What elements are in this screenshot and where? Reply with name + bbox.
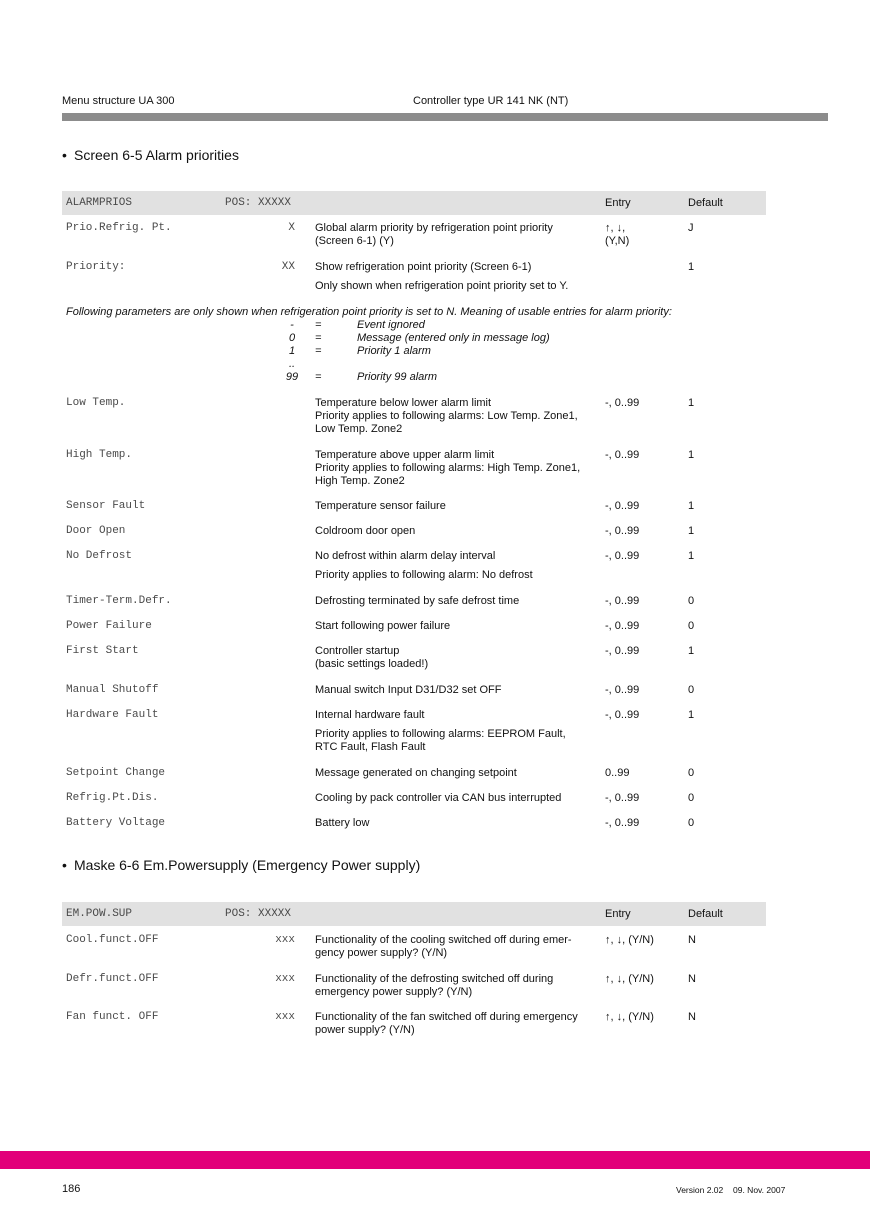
table-row (0, 973, 870, 998)
section-title-alarm-priorities (62, 147, 239, 164)
param-name: No Defrost (66, 550, 133, 562)
description-line: High Temp. Zone2 (315, 475, 405, 487)
description-line: Functionality of the cooling switched off during emer- (315, 934, 572, 946)
param-entry: -, 0..99 (605, 817, 640, 829)
legend-equals: = (315, 371, 322, 383)
param-default: 1 (688, 449, 695, 461)
table-row (0, 550, 870, 581)
param-default: 0 (688, 817, 695, 829)
param-pos: XX (281, 261, 295, 273)
param-name: Manual Shutoff (66, 684, 159, 696)
param-description (315, 222, 553, 248)
param-pos: X (288, 222, 295, 234)
param-description (315, 397, 578, 436)
legend-item (0, 345, 870, 358)
param-entry: -, 0..99 (605, 709, 640, 721)
param-name: Setpoint Change (66, 767, 166, 779)
param-description (315, 595, 519, 608)
table-row (0, 709, 870, 753)
table-row (0, 934, 870, 959)
description-line: Priority applies to following alarms: High Temp. Zone1, (315, 462, 581, 474)
description-line: power supply? (Y/N) (315, 1024, 415, 1036)
legend-item (0, 332, 870, 345)
param-name: Power Failure (66, 620, 152, 632)
param-name: Door Open (66, 525, 126, 537)
description-line: Cooling by pack controller via CAN bus interrupted (315, 792, 562, 804)
param-description (315, 525, 415, 538)
param-name: Cool.funct.OFF (66, 934, 159, 946)
description-line: Temperature below lower alarm limit (315, 397, 492, 409)
description-line: Priority applies to following alarms: Low Temp. Zone1, (315, 410, 578, 422)
param-name: Refrig.Pt.Dis. (66, 792, 159, 804)
table-row (0, 620, 870, 633)
param-description (315, 261, 568, 293)
param-entry: -, 0..99 (605, 525, 640, 537)
param-description (315, 645, 428, 671)
param-default: 1 (688, 645, 695, 657)
param-name: First Start (66, 645, 139, 657)
table-row (0, 222, 870, 247)
param-default: 0 (688, 767, 695, 779)
table-row (0, 595, 870, 608)
param-description (315, 709, 566, 754)
param-name: Priority: (66, 261, 126, 273)
table-row (0, 525, 870, 538)
bullet: • (62, 147, 67, 163)
param-description (315, 550, 533, 582)
legend-symbol: .. (288, 358, 296, 370)
param-default: 1 (688, 500, 695, 512)
legend-text: Message (entered only in message log) (357, 332, 550, 344)
param-entry: -, 0..99 (605, 684, 640, 696)
description-line: Defrosting terminated by safe defrost time (315, 595, 520, 607)
param-entry: -, 0..99 (605, 449, 640, 461)
param-description (315, 817, 369, 830)
table-row (0, 449, 870, 487)
param-name: Prio.Refrig. Pt. (66, 222, 172, 234)
legend-item (0, 371, 870, 384)
header-document-title: Menu structure UA 300 (62, 95, 175, 107)
table-row (0, 500, 870, 513)
param-default: N (688, 973, 696, 985)
param-entry: -, 0..99 (605, 595, 640, 607)
legend-item (0, 319, 870, 332)
description-line: Temperature above upper alarm limit (315, 449, 495, 461)
description-line: Start following power failure (315, 620, 451, 632)
legend-equals: = (315, 332, 322, 344)
page-number: 186 (62, 1183, 81, 1195)
param-default: 0 (688, 684, 695, 696)
param-name: Hardware Fault (66, 709, 159, 721)
param-default: 0 (688, 595, 695, 607)
table-header-pos: POS: XXXXX (225, 908, 292, 920)
table-header-default: Default (688, 908, 723, 920)
param-name: Timer-Term.Defr. (66, 595, 172, 607)
param-default: 0 (688, 620, 695, 632)
description-line: Coldroom door open (315, 525, 416, 537)
entry-line: (Y,N) (605, 235, 630, 247)
section-title-text: Maske 6-6 Em.Powersupply (Emergency Power supply) (74, 857, 421, 873)
description-note: Priority applies to following alarm: No defrost (315, 569, 533, 581)
description-line: gency power supply? (Y/N) (315, 947, 448, 959)
param-name: Battery Voltage (66, 817, 166, 829)
param-entry: -, 0..99 (605, 792, 640, 804)
param-entry: -, 0..99 (605, 645, 640, 657)
description-line: Functionality of the defrosting switched off during (315, 973, 554, 985)
table-header-entry: Entry (605, 908, 631, 920)
table-row (0, 1011, 870, 1036)
footer-version: Version 2.02 (676, 1185, 724, 1195)
legend-symbol: - (290, 319, 294, 331)
param-description (315, 934, 572, 960)
param-default: 1 (688, 261, 695, 273)
legend-symbol: 0 (288, 332, 296, 344)
description-line: Low Temp. Zone2 (315, 423, 403, 435)
description-line: Show refrigeration point priority (Screen 6-1) (315, 261, 532, 273)
legend-symbol: 1 (288, 345, 296, 357)
param-entry: ↑, ↓, (Y/N) (605, 973, 654, 985)
header-rule (62, 113, 828, 121)
section-title-text: Screen 6-5 Alarm priorities (74, 147, 239, 163)
table-header-default: Default (688, 197, 723, 209)
param-description (315, 620, 450, 633)
param-entry: -, 0..99 (605, 550, 640, 562)
table-row (0, 645, 870, 670)
param-default: 1 (688, 709, 695, 721)
entry-line: ↑, ↓, (605, 222, 626, 234)
table-row (0, 397, 870, 435)
description-line: Manual switch Input D31/D32 set OFF (315, 684, 502, 696)
table-header-name: ALARMPRIOS (66, 197, 133, 209)
description-line: No defrost within alarm delay interval (315, 550, 496, 562)
param-entry: ↑, ↓, (Y/N) (605, 934, 654, 946)
table-row (0, 684, 870, 697)
param-description (315, 449, 580, 488)
legend-equals: = (315, 319, 322, 331)
param-default: 1 (688, 397, 695, 409)
param-entry: -, 0..99 (605, 620, 640, 632)
table-header-alarm-priorities (62, 191, 766, 215)
header-controller-type: Controller type UR 141 NK (NT) (413, 95, 569, 107)
footer-accent-bar (0, 1151, 870, 1169)
param-description (315, 500, 446, 513)
description-line: (Screen 6-1) (Y) (315, 235, 394, 247)
description-line: Temperature sensor failure (315, 500, 446, 512)
param-entry: ↑, ↓, (Y/N) (605, 1011, 654, 1023)
table-row (0, 767, 870, 780)
param-default: 0 (688, 792, 695, 804)
param-default: J (688, 222, 694, 234)
description-line: Global alarm priority by refrigeration point priority (315, 222, 553, 234)
param-entry: -, 0..99 (605, 500, 640, 512)
param-default: 1 (688, 550, 695, 562)
description-note: Priority applies to following alarms: EEPROM Fault, (315, 728, 566, 740)
param-name: Sensor Fault (66, 500, 146, 512)
param-default: 1 (688, 525, 695, 537)
param-pos: xxx (275, 1011, 295, 1023)
legend-symbol: 99 (285, 371, 299, 383)
footer-date: 09. Nov. 2007 (733, 1185, 786, 1195)
param-entry: 0..99 (605, 767, 630, 779)
table-header-name: EM.POW.SUP (66, 908, 133, 920)
legend-equals: = (315, 345, 322, 357)
description-line: (basic settings loaded!) (315, 658, 429, 670)
param-description (315, 684, 501, 697)
description-line: emergency power supply? (Y/N) (315, 986, 473, 998)
param-name: Low Temp. (66, 397, 126, 409)
bullet: • (62, 857, 67, 873)
param-name: Defr.funct.OFF (66, 973, 159, 985)
description-line: Functionality of the fan switched off during emergency (315, 1011, 578, 1023)
legend-text: Event ignored (357, 319, 425, 331)
table-header-emergency-power-supply (62, 902, 766, 926)
param-description (315, 973, 553, 999)
table-row (0, 817, 870, 830)
param-name: Fan funct. OFF (66, 1011, 159, 1023)
param-description (315, 767, 517, 780)
description-line: Message generated on changing setpoint (315, 767, 517, 779)
param-entry: -, 0..99 (605, 397, 640, 409)
description-note: Only shown when refrigeration point priority set to Y. (315, 280, 569, 292)
section-title-emergency-power-supply (62, 857, 420, 874)
param-description (315, 1011, 578, 1037)
param-name: High Temp. (66, 449, 133, 461)
param-description (315, 792, 561, 805)
table-row (0, 261, 870, 292)
param-entry (605, 222, 629, 248)
param-default: N (688, 934, 696, 946)
param-pos: xxx (275, 934, 295, 946)
description-line: Battery low (315, 817, 370, 829)
description-note: RTC Fault, Flash Fault (315, 741, 426, 753)
description-line: Controller startup (315, 645, 400, 657)
param-pos: xxx (275, 973, 295, 985)
table-header-entry: Entry (605, 197, 631, 209)
param-default: N (688, 1011, 696, 1023)
table-row (0, 792, 870, 805)
priority-note: Following parameters are only shown when refrigeration point priority is set to N. Meaning of usable entries for alarm priority: (66, 306, 672, 318)
description-line: Internal hardware fault (315, 709, 425, 721)
legend-text: Priority 1 alarm (357, 345, 431, 357)
table-header-pos: POS: XXXXX (225, 197, 292, 209)
legend-text: Priority 99 alarm (357, 371, 438, 383)
legend-item (0, 358, 870, 371)
